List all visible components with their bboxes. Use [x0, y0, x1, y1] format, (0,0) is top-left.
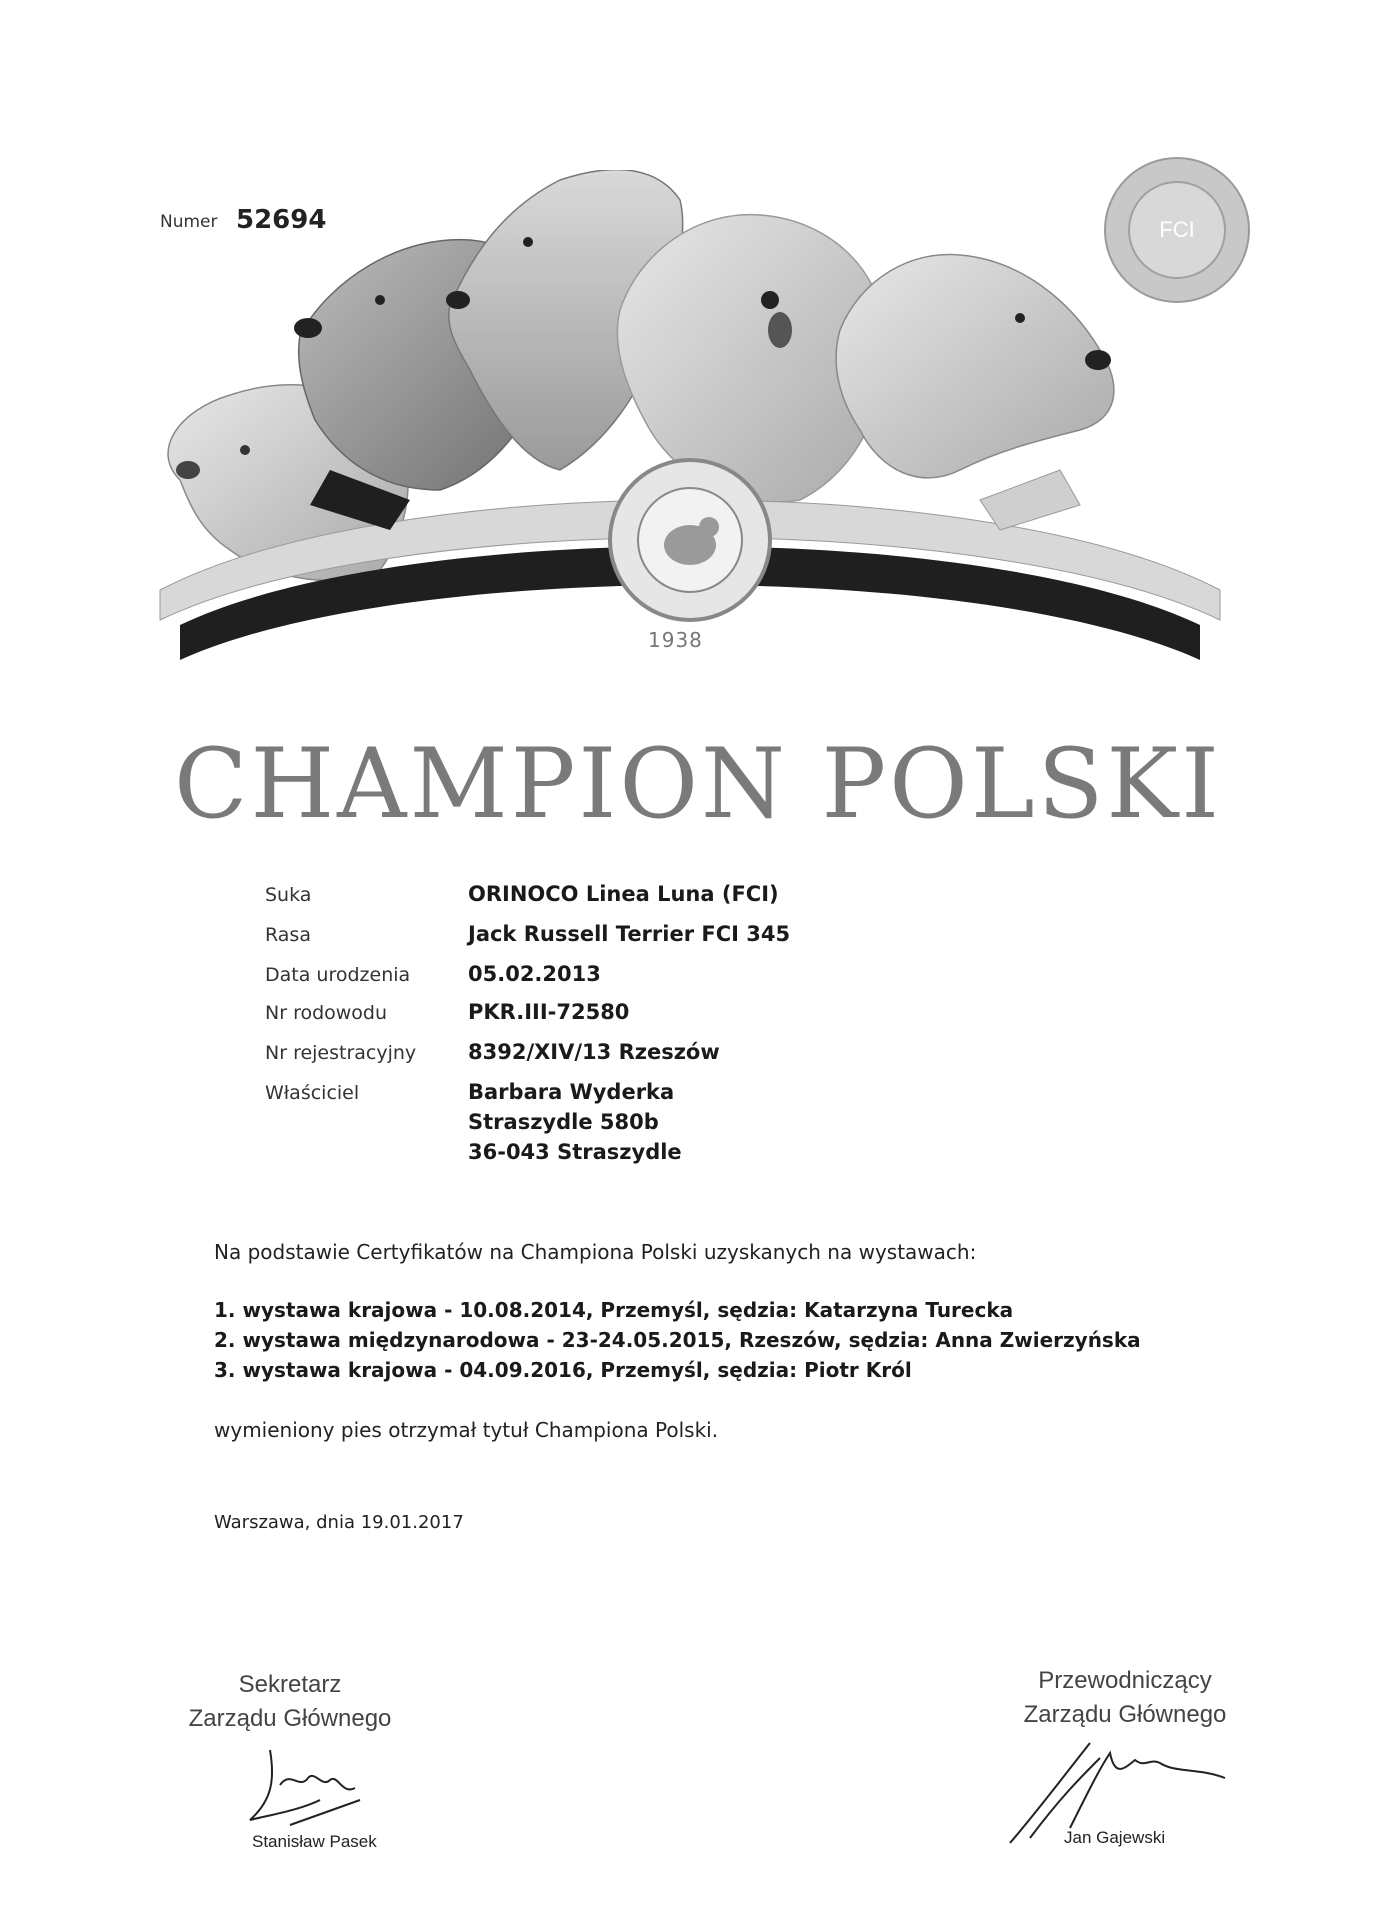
outro-text: wymieniony pies otrzymał tytuł Championa Polski.	[214, 1418, 719, 1442]
signature-right-role: Przewodniczący	[1038, 1667, 1212, 1694]
certificate-number: 52694	[236, 205, 327, 235]
owner-address-line1: Straszydle 580b	[468, 1110, 659, 1134]
field-label-owner: Właściciel	[265, 1082, 360, 1104]
signature-right-title	[960, 1664, 1290, 1732]
field-label-registration: Nr rejestracyjny	[265, 1042, 417, 1064]
dog-head-retriever	[836, 254, 1114, 477]
owner-address-line2: 36-043 Straszydle	[468, 1140, 682, 1164]
field-value-owner: Barbara Wyderka	[468, 1080, 675, 1104]
show-entry-1: 1. wystawa krajowa - 10.08.2014, Przemyśl, sędzia: Katarzyna Turecka	[214, 1298, 1014, 1322]
signature-left-role: Sekretarz	[238, 1671, 342, 1698]
show-entry-2: 2. wystawa międzynarodowa - 23-24.05.2015, Rzeszów, sędzia: Anna Zwierzyńska	[214, 1328, 1141, 1352]
founding-year: 1938	[648, 628, 703, 652]
certificate-number-label: Numer	[160, 212, 218, 232]
field-value-registration: 8392/XIV/13 Rzeszów	[468, 1040, 720, 1064]
field-value-name: ORINOCO Linea Luna (FCI)	[468, 882, 779, 906]
field-value-pedigree: PKR.III-72580	[468, 1000, 630, 1024]
fci-seal	[1102, 155, 1252, 305]
field-label-suka: Suka	[265, 884, 312, 906]
zkwp-seal	[605, 455, 775, 625]
field-label-birthdate: Data urodzenia	[265, 964, 411, 986]
place-date: Warszawa, dnia 19.01.2017	[214, 1512, 464, 1533]
field-label-rasa: Rasa	[265, 924, 311, 946]
field-label-pedigree: Nr rodowodu	[265, 1002, 388, 1024]
field-value-birthdate: 05.02.2013	[468, 962, 601, 986]
fci-seal-inner: FCI	[1159, 217, 1195, 242]
signature-left-title	[140, 1668, 440, 1736]
signature-left-name: Stanisław Pasek	[252, 1832, 377, 1851]
signature-left-board: Zarządu Głównego	[188, 1705, 392, 1732]
intro-text: Na podstawie Certyfikatów na Championa Polski uzyskanych na wystawach:	[214, 1240, 977, 1264]
signature-right-name: Jan Gajewski	[1064, 1828, 1166, 1847]
signature-scribble-left	[230, 1740, 380, 1840]
field-value-breed: Jack Russell Terrier FCI 345	[468, 922, 791, 946]
show-entry-3: 3. wystawa krajowa - 04.09.2016, Przemyśl, sędzia: Piotr Król	[214, 1358, 912, 1382]
certificate-title: CHAMPION POLSKI	[174, 728, 1222, 840]
signature-right-board: Zarządu Głównego	[1023, 1701, 1227, 1728]
